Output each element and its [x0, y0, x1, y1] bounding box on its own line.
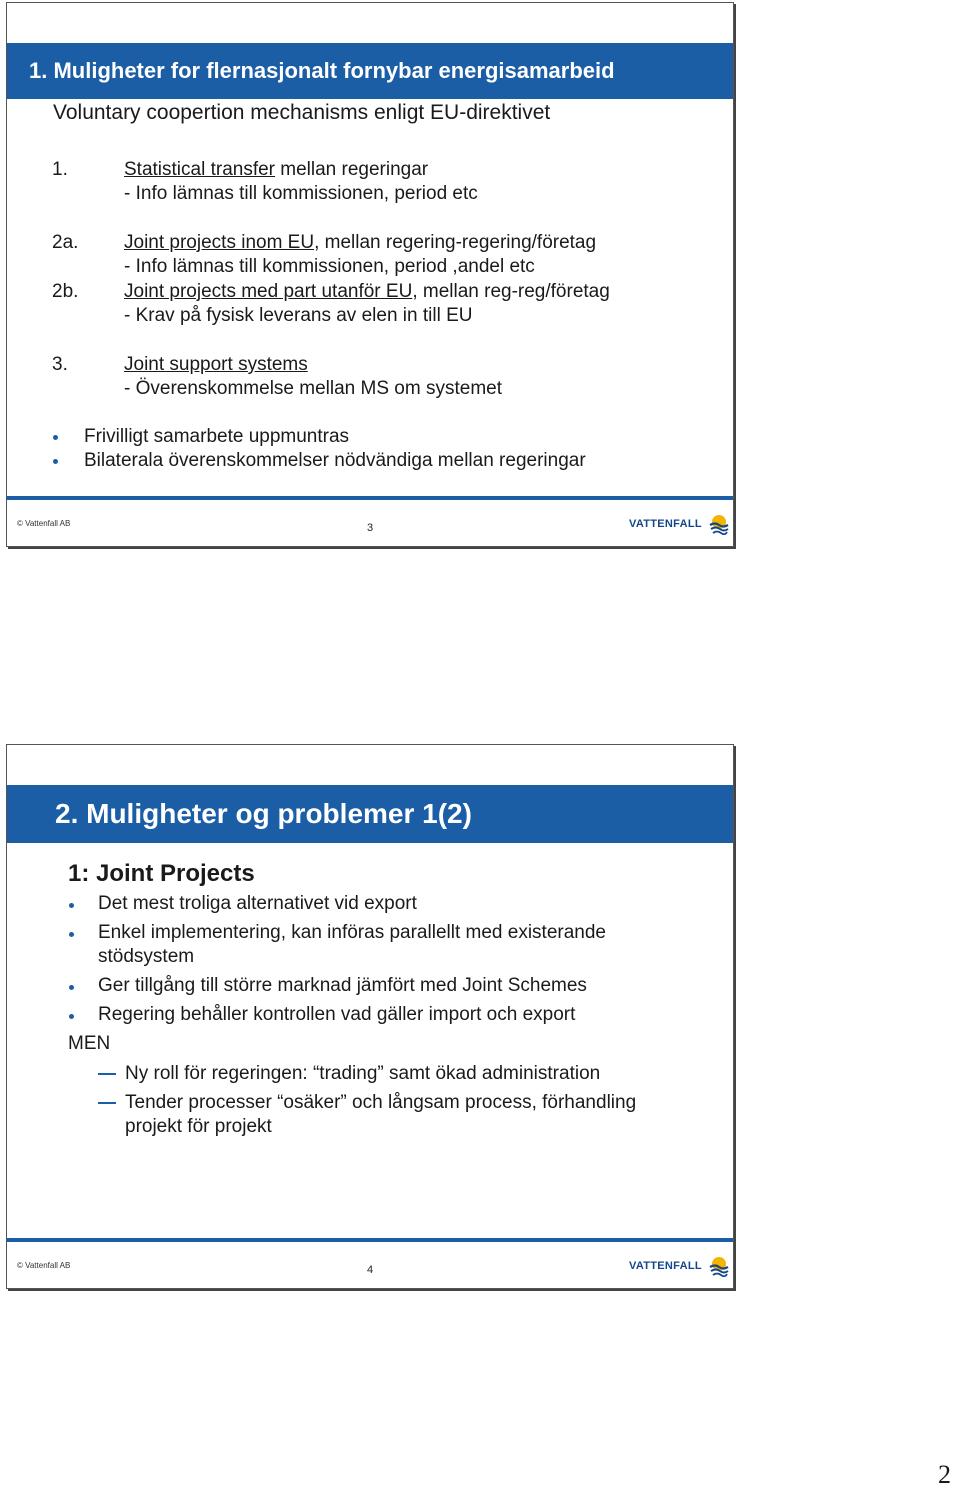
slide-number: 4 — [367, 1264, 374, 1276]
bullet-icon — [69, 903, 74, 908]
logo-text: VATTENFALL — [629, 1260, 702, 1272]
bullet-text-continued: stödsystem — [98, 946, 195, 967]
item-detail: - Krav på fysisk leverans av elen in till EU — [124, 305, 473, 326]
item-line — [124, 158, 428, 182]
bullet-text: Ger tillgång till större marknad jämfört med Joint Schemes — [98, 975, 587, 996]
bullet-icon — [53, 435, 58, 440]
item-link[interactable]: Statistical transfer — [124, 159, 275, 180]
bullet-icon — [69, 1014, 74, 1019]
slide-title: 2. Muligheter og problemer 1(2) — [7, 785, 733, 843]
dash-icon — [98, 1102, 116, 1104]
slide-3 — [6, 2, 734, 547]
logo-text: VATTENFALL — [629, 518, 702, 530]
item-link[interactable]: Joint projects med part utanför EU — [124, 281, 413, 302]
slide-number: 3 — [367, 522, 374, 534]
item-line — [124, 231, 596, 255]
vattenfall-logo — [629, 513, 730, 535]
copyright: © Vattenfall AB — [17, 519, 71, 528]
bullet-icon — [69, 985, 74, 990]
item-detail: - Info lämnas till kommissionen, period ,andel etc — [124, 256, 535, 277]
item-line — [124, 353, 308, 377]
slide-4 — [6, 744, 734, 1289]
sun-wave-icon — [708, 513, 730, 535]
dash-icon — [98, 1073, 116, 1075]
slide-title: 1. Muligheter for flernasjonalt fornybar energisamarbeid — [7, 43, 733, 99]
item-detail: - Överenskommelse mellan MS om systemet — [124, 378, 502, 399]
vattenfall-logo — [629, 1255, 730, 1277]
dash-text: Ny roll för regeringen: “trading” samt ökad administration — [125, 1063, 601, 1084]
bullet-text: Det mest troliga alternativet vid export — [98, 893, 417, 914]
item-link[interactable]: Joint support systems — [124, 354, 308, 375]
item-text: mellan regeringar — [275, 159, 429, 180]
footer-rule — [7, 496, 733, 500]
bullet-text: Frivilligt samarbete uppmuntras — [84, 426, 350, 447]
footer-rule — [7, 1238, 733, 1242]
bullet-icon — [69, 932, 74, 937]
item-line — [124, 280, 610, 304]
bullet-icon — [53, 459, 58, 464]
bullet-text: Bilaterala överenskommelser nödvändiga mellan regeringar — [84, 450, 586, 471]
item-text: , mellan regering-regering/företag — [314, 232, 597, 253]
item-number: 2a. — [52, 232, 79, 253]
bullet-text: Regering behåller kontrollen vad gäller import och export — [98, 1004, 576, 1025]
dash-text-continued: projekt för projekt — [125, 1116, 272, 1137]
page-number: 2 — [938, 1460, 951, 1489]
item-number: 3. — [52, 354, 68, 375]
sun-wave-icon — [708, 1255, 730, 1277]
section-heading: 1: Joint Projects — [68, 860, 255, 887]
slide-subtitle: Voluntary coopertion mechanisms enligt EU-direktivet — [53, 101, 551, 124]
men-label: MEN — [68, 1033, 111, 1054]
item-text: , mellan reg-reg/företag — [412, 281, 610, 302]
item-number: 2b. — [52, 281, 79, 302]
item-number: 1. — [52, 159, 68, 180]
copyright: © Vattenfall AB — [17, 1261, 71, 1270]
item-detail: - Info lämnas till kommissionen, period etc — [124, 183, 478, 204]
dash-text: Tender processer “osäker” och långsam process, förhandling — [125, 1092, 637, 1113]
item-link[interactable]: Joint projects inom EU — [124, 232, 315, 253]
bullet-text: Enkel implementering, kan införas parallellt med existerande — [98, 922, 606, 943]
